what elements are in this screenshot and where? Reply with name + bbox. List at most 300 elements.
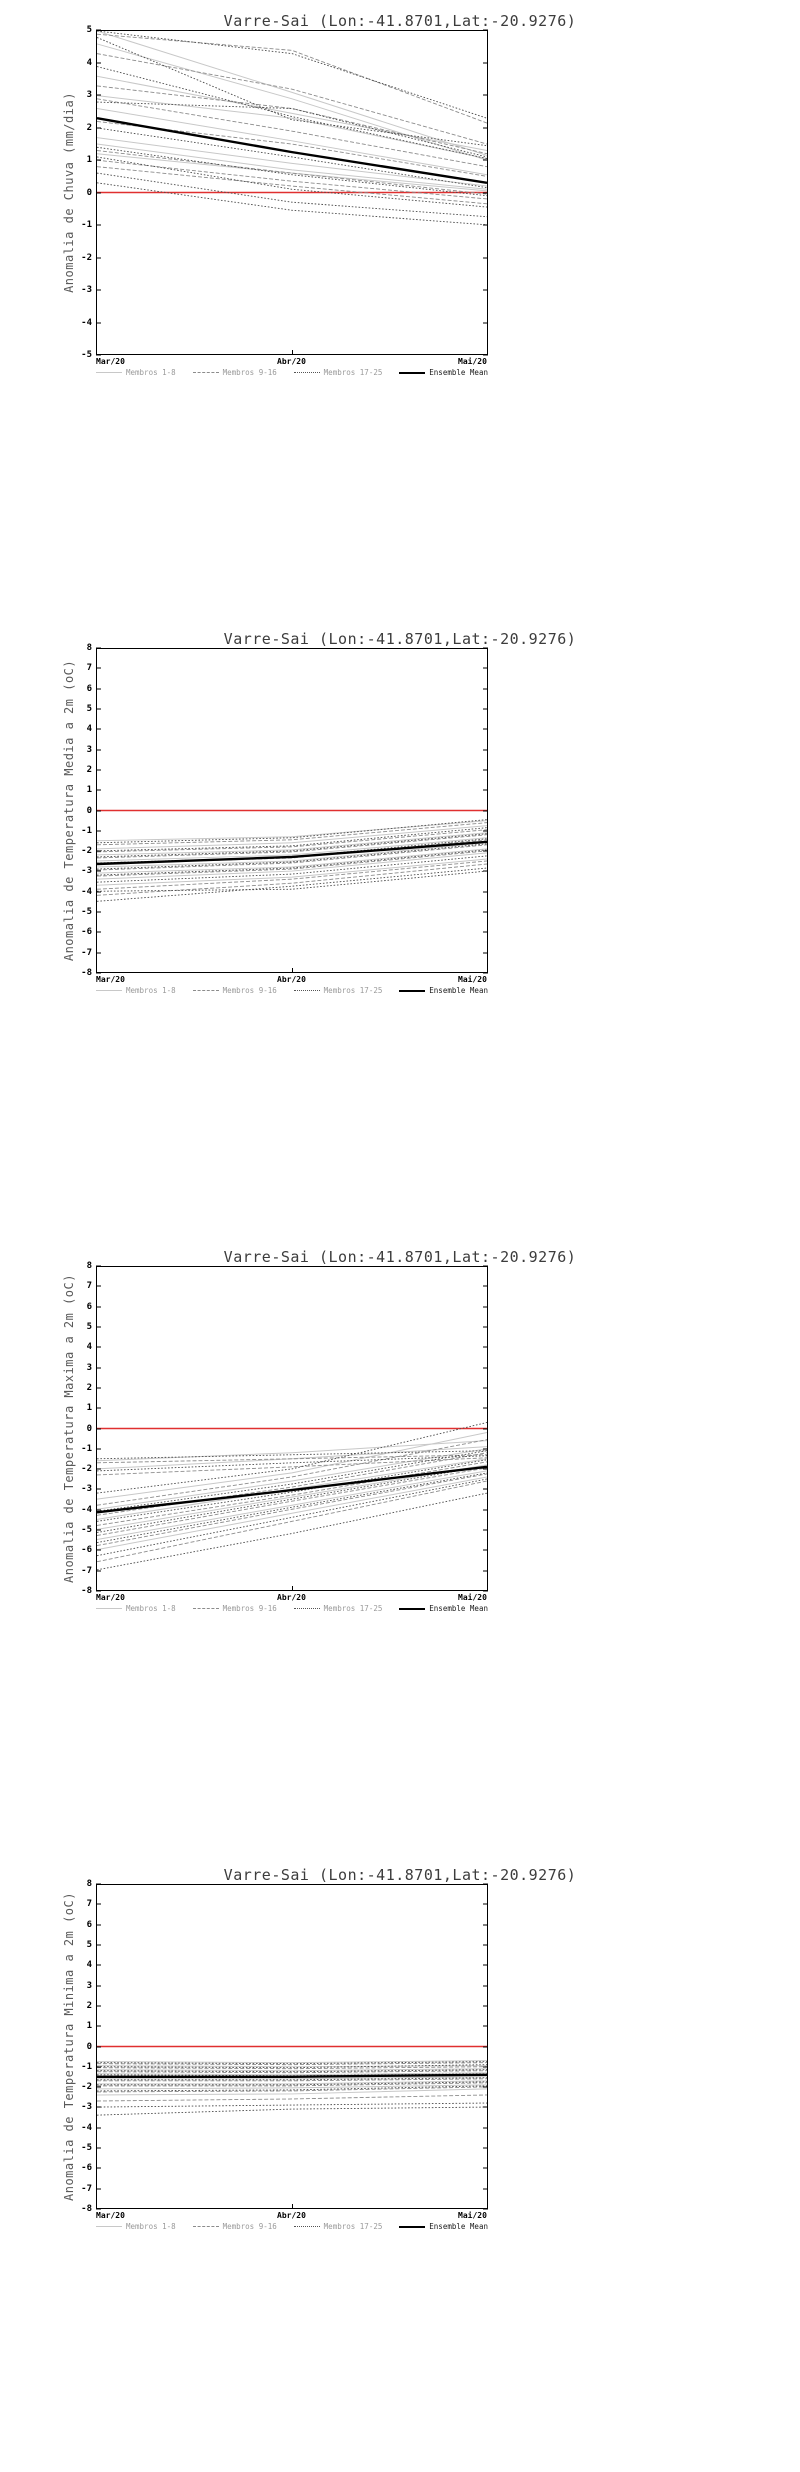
y-tick-mark [96, 1387, 101, 1388]
y-tick-mark [96, 1884, 101, 1885]
legend-item [96, 2222, 176, 2231]
y-tick-label: 1 [86, 1403, 92, 1414]
y-tick-mark [483, 1591, 488, 1592]
x-tick-label: Mar/20 [96, 2211, 125, 2220]
y-tick-mark [96, 1530, 101, 1531]
legend-swatch-icon [193, 1608, 219, 1609]
member-line [97, 121, 487, 176]
y-tick-mark [483, 2046, 488, 2047]
y-tick-mark [96, 1306, 101, 1307]
legend-item [294, 2222, 383, 2231]
y-tick-label: -2 [81, 252, 92, 263]
y-tick-mark [483, 648, 488, 649]
y-tick-mark [483, 2026, 488, 2027]
legend-item [96, 368, 176, 377]
y-tick-mark [96, 1550, 101, 1551]
y-tick-mark [96, 1965, 101, 1966]
chart-legend [96, 1604, 488, 1613]
member-line [97, 2107, 487, 2115]
y-tick-mark [483, 2148, 488, 2149]
series-lines [97, 649, 487, 972]
y-tick-label: -8 [81, 1586, 92, 1596]
y-tick-mark [483, 871, 488, 872]
y-tick-mark [483, 1570, 488, 1571]
y-tick-mark [483, 1347, 488, 1348]
member-line [97, 86, 487, 154]
y-tick-label: 7 [86, 663, 92, 674]
y-tick-mark [96, 790, 101, 791]
member-line [97, 2089, 487, 2095]
member-line [97, 1481, 487, 1562]
y-tick-mark [483, 1448, 488, 1449]
y-tick-mark [96, 1408, 101, 1409]
y-tick-mark [96, 1904, 101, 1905]
y-tick-mark [96, 2087, 101, 2088]
chart-panel [0, 0, 800, 618]
y-tick-label: 3 [86, 1980, 92, 1991]
y-tick-mark [483, 1306, 488, 1307]
x-tick-label: Abr/20 [277, 357, 306, 366]
y-tick-label: -4 [81, 317, 92, 328]
y-tick-label: 6 [86, 1919, 92, 1930]
y-tick-mark [96, 30, 101, 31]
legend-label: Membros 17-25 [323, 986, 383, 995]
y-tick-mark [483, 290, 488, 291]
y-tick-mark [96, 95, 101, 96]
y-tick-mark [483, 1965, 488, 1966]
y-tick-mark [483, 192, 488, 193]
y-tick-mark [96, 1347, 101, 1348]
y-tick-mark [96, 355, 101, 356]
y-tick-label: -6 [81, 2163, 92, 2174]
y-tick-mark [96, 2188, 101, 2189]
y-tick-mark [96, 648, 101, 649]
chart-title: Varre-Sai (Lon:-41.8701,Lat:-20.9276) [223, 1866, 577, 1884]
y-tick-mark [483, 1884, 488, 1885]
y-tick-mark [483, 2209, 488, 2210]
y-tick-mark [483, 2005, 488, 2006]
y-tick-label: 1 [86, 155, 92, 165]
y-tick-mark [96, 1448, 101, 1449]
x-tick-label: Mai/20 [458, 975, 487, 984]
y-tick-mark [483, 729, 488, 730]
y-tick-mark [96, 322, 101, 323]
y-tick-mark [96, 1428, 101, 1429]
y-tick-label: -5 [81, 350, 92, 360]
y-tick-mark [96, 871, 101, 872]
y-tick-label: -5 [81, 1525, 92, 1536]
y-tick-label: 4 [86, 57, 92, 68]
chart-title: Varre-Sai (Lon:-41.8701,Lat:-20.9276) [223, 12, 577, 30]
legend-item [193, 986, 277, 995]
y-tick-mark [483, 1469, 488, 1470]
y-tick-mark [96, 160, 101, 161]
member-line [97, 31, 487, 155]
y-tick-mark [96, 1924, 101, 1925]
member-line [97, 1473, 487, 1543]
y-tick-mark [483, 257, 488, 258]
legend-label: Membros 1-8 [126, 1604, 176, 1613]
y-tick-mark [483, 160, 488, 161]
y-tick-label: 0 [86, 1423, 92, 1434]
plot-area [81, 1261, 488, 1602]
legend-item [193, 1604, 277, 1613]
y-tick-label: 7 [86, 1899, 92, 1910]
member-line [97, 154, 487, 191]
y-tick-label: 2 [86, 764, 92, 775]
y-tick-mark [483, 1530, 488, 1531]
y-tick-label: -5 [81, 907, 92, 918]
y-tick-label: 3 [86, 744, 92, 755]
y-tick-mark [483, 1266, 488, 1267]
y-tick-label: 5 [86, 1939, 92, 1950]
plot-area [81, 1879, 488, 2220]
y-tick-label: -3 [81, 285, 92, 295]
y-tick-mark [483, 355, 488, 356]
y-tick-mark [96, 62, 101, 63]
y-axis-label: Anomalia de Temperatura Media a 2m (oC) [62, 659, 76, 962]
y-tick-mark [483, 1985, 488, 1986]
legend-label: Membros 9-16 [222, 1604, 277, 1613]
member-line [97, 99, 487, 167]
y-tick-mark [96, 1944, 101, 1945]
legend-item [96, 1604, 176, 1613]
y-tick-label: 3 [86, 90, 92, 100]
y-tick-mark [96, 2066, 101, 2067]
y-tick-mark [483, 851, 488, 852]
legend-swatch-icon [294, 2226, 320, 2227]
y-tick-mark [483, 912, 488, 913]
legend-swatch-icon [399, 2226, 425, 2228]
y-tick-label: -3 [81, 866, 92, 877]
y-tick-mark [96, 2005, 101, 2006]
legend-swatch-icon [294, 990, 320, 991]
y-tick-mark [483, 973, 488, 974]
y-tick-mark [483, 769, 488, 770]
legend-label: Ensemble Mean [429, 2222, 488, 2231]
y-tick-mark [483, 1489, 488, 1490]
y-tick-mark [96, 708, 101, 709]
y-tick-label: -1 [81, 220, 92, 230]
y-tick-mark [96, 749, 101, 750]
y-tick-label: 8 [86, 1879, 92, 1889]
legend-label: Membros 1-8 [126, 986, 176, 995]
y-tick-label: -3 [81, 1484, 92, 1495]
y-tick-label: -8 [81, 968, 92, 978]
y-tick-mark [96, 1509, 101, 1510]
y-tick-label: -1 [81, 1443, 92, 1454]
y-tick-mark [96, 1326, 101, 1327]
y-tick-mark [96, 912, 101, 913]
y-tick-label: 7 [86, 1281, 92, 1292]
y-tick-label: -7 [81, 947, 92, 958]
member-line [97, 1466, 487, 1533]
y-tick-mark [96, 769, 101, 770]
y-tick-mark [483, 2168, 488, 2169]
y-tick-mark [483, 30, 488, 31]
x-tick-label: Abr/20 [277, 975, 306, 984]
y-tick-label: -4 [81, 2122, 92, 2133]
plot-frame [96, 30, 488, 355]
legend-label: Membros 1-8 [126, 368, 176, 377]
y-tick-mark [96, 2026, 101, 2027]
y-tick-mark [483, 2127, 488, 2128]
legend-item [399, 368, 488, 377]
legend-label: Membros 9-16 [222, 986, 277, 995]
series-lines [97, 1885, 487, 2208]
legend-item [193, 368, 277, 377]
y-tick-label: 1 [86, 2021, 92, 2032]
member-line [97, 871, 487, 891]
y-tick-mark [483, 790, 488, 791]
y-tick-mark [483, 1286, 488, 1287]
y-tick-label: 6 [86, 1301, 92, 1312]
y-tick-mark [96, 1591, 101, 1592]
y-tick-label: -2 [81, 1464, 92, 1475]
y-tick-label: -4 [81, 886, 92, 897]
y-tick-label: 5 [86, 1321, 92, 1332]
y-tick-label: -1 [81, 2061, 92, 2072]
y-tick-mark [483, 830, 488, 831]
series-lines [97, 31, 487, 354]
y-tick-mark [483, 2188, 488, 2189]
legend-label: Membros 9-16 [222, 368, 277, 377]
legend-label: Membros 9-16 [222, 2222, 277, 2231]
legend-item [294, 368, 383, 377]
plot-frame [96, 1884, 488, 2209]
legend-label: Ensemble Mean [429, 368, 488, 377]
legend-swatch-icon [96, 990, 122, 991]
member-line [97, 2103, 487, 2107]
y-tick-label: 2 [86, 122, 92, 133]
y-tick-mark [483, 1509, 488, 1510]
member-line [97, 1468, 487, 1536]
legend-item [399, 986, 488, 995]
y-tick-label: 4 [86, 1960, 92, 1971]
legend-label: Ensemble Mean [429, 1604, 488, 1613]
x-tick-label: Mar/20 [96, 357, 125, 366]
y-tick-label: -5 [81, 2143, 92, 2154]
y-tick-label: -4 [81, 1504, 92, 1515]
y-tick-label: 1 [86, 785, 92, 796]
y-tick-label: -2 [81, 2082, 92, 2093]
y-tick-label: -7 [81, 2183, 92, 2194]
y-tick-label: -6 [81, 1545, 92, 1556]
y-tick-mark [483, 62, 488, 63]
legend-item [193, 2222, 277, 2231]
y-tick-label: 2 [86, 1382, 92, 1393]
y-tick-mark [96, 851, 101, 852]
x-tick-mark [292, 2204, 293, 2209]
legend-item [294, 986, 383, 995]
x-tick-label: Mai/20 [458, 1593, 487, 1602]
y-tick-label: 8 [86, 643, 92, 653]
legend-swatch-icon [96, 1608, 122, 1609]
y-tick-mark [96, 2127, 101, 2128]
y-tick-mark [96, 1469, 101, 1470]
y-tick-mark [483, 95, 488, 96]
y-tick-mark [483, 2107, 488, 2108]
y-tick-label: -6 [81, 927, 92, 938]
x-tick-label: Mar/20 [96, 975, 125, 984]
series-lines [97, 1267, 487, 1590]
legend-swatch-icon [294, 1608, 320, 1609]
legend-swatch-icon [193, 372, 219, 373]
y-tick-mark [96, 225, 101, 226]
y-tick-mark [96, 810, 101, 811]
y-tick-mark [483, 810, 488, 811]
legend-swatch-icon [294, 372, 320, 373]
member-line [97, 34, 487, 123]
legend-item [399, 2222, 488, 2231]
x-tick-label: Abr/20 [277, 2211, 306, 2220]
y-tick-mark [96, 192, 101, 193]
chart-title: Varre-Sai (Lon:-41.8701,Lat:-20.9276) [223, 630, 577, 648]
member-line [97, 1462, 487, 1526]
y-tick-mark [483, 1408, 488, 1409]
x-tick-mark [292, 350, 293, 355]
legend-label: Ensemble Mean [429, 986, 488, 995]
y-tick-mark [96, 1570, 101, 1571]
y-tick-label: 4 [86, 724, 92, 735]
y-tick-mark [96, 257, 101, 258]
legend-label: Membros 17-25 [323, 1604, 383, 1613]
y-tick-mark [96, 1489, 101, 1490]
y-tick-label: -7 [81, 1565, 92, 1576]
y-tick-mark [483, 668, 488, 669]
y-tick-mark [483, 1924, 488, 1925]
y-tick-mark [96, 973, 101, 974]
y-tick-mark [483, 127, 488, 128]
y-tick-label: 0 [86, 2041, 92, 2052]
y-tick-mark [483, 2066, 488, 2067]
chart-panel [0, 618, 800, 1236]
y-tick-mark [96, 2107, 101, 2108]
y-tick-label: -2 [81, 846, 92, 857]
y-tick-label: 4 [86, 1342, 92, 1353]
x-tick-label: Mai/20 [458, 357, 487, 366]
y-tick-mark [96, 688, 101, 689]
chart-panel [0, 1236, 800, 1854]
y-axis-label: Anomalia de Temperatura Minima a 2m (oC) [62, 1892, 76, 2201]
y-tick-mark [96, 891, 101, 892]
y-tick-label: 5 [86, 703, 92, 714]
legend-swatch-icon [193, 990, 219, 991]
y-tick-label: -8 [81, 2204, 92, 2214]
member-line [97, 96, 487, 159]
y-tick-mark [483, 932, 488, 933]
y-tick-mark [483, 1550, 488, 1551]
chart-legend [96, 2222, 488, 2231]
y-tick-mark [483, 1367, 488, 1368]
y-tick-mark [96, 1266, 101, 1267]
legend-item [399, 1604, 488, 1613]
member-line [97, 31, 487, 118]
y-tick-mark [483, 322, 488, 323]
y-tick-mark [96, 290, 101, 291]
legend-label: Membros 1-8 [126, 2222, 176, 2231]
x-tick-label: Abr/20 [277, 1593, 306, 1602]
y-tick-mark [483, 891, 488, 892]
legend-swatch-icon [399, 1608, 425, 1610]
y-tick-mark [483, 1904, 488, 1905]
y-tick-mark [96, 668, 101, 669]
y-tick-mark [483, 1387, 488, 1388]
plot-area [81, 25, 488, 366]
member-line [97, 1474, 487, 1546]
legend-item [294, 1604, 383, 1613]
member-line [97, 67, 487, 159]
member-line [97, 856, 487, 882]
y-tick-label: 3 [86, 1362, 92, 1373]
y-tick-mark [483, 749, 488, 750]
plot-frame [96, 648, 488, 973]
chart-legend [96, 986, 488, 995]
legend-swatch-icon [399, 990, 425, 992]
y-tick-label: 0 [86, 805, 92, 816]
y-tick-mark [96, 2209, 101, 2210]
legend-label: Membros 17-25 [323, 368, 383, 377]
y-tick-mark [483, 1944, 488, 1945]
y-tick-mark [96, 1985, 101, 1986]
y-tick-mark [483, 708, 488, 709]
member-line [97, 147, 487, 195]
plot-frame [96, 1266, 488, 1591]
y-tick-mark [96, 127, 101, 128]
y-tick-mark [483, 952, 488, 953]
x-tick-label: Mai/20 [458, 2211, 487, 2220]
chart-title: Varre-Sai (Lon:-41.8701,Lat:-20.9276) [223, 1248, 577, 1266]
legend-label: Membros 17-25 [323, 2222, 383, 2231]
y-tick-mark [96, 729, 101, 730]
y-tick-label: 0 [86, 187, 92, 198]
y-tick-label: 6 [86, 683, 92, 694]
member-line [97, 76, 487, 150]
x-tick-label: Mar/20 [96, 1593, 125, 1602]
y-axis-label: Anomalia de Temperatura Maxima a 2m (oC) [62, 1274, 76, 1583]
y-tick-label: -3 [81, 2102, 92, 2113]
y-tick-mark [483, 225, 488, 226]
legend-swatch-icon [96, 372, 122, 373]
chart-panel [0, 1854, 800, 2472]
y-tick-mark [483, 1428, 488, 1429]
member-line [97, 840, 487, 864]
x-tick-mark [292, 968, 293, 973]
y-tick-mark [96, 830, 101, 831]
y-tick-mark [483, 688, 488, 689]
plot-area [81, 643, 488, 984]
y-tick-label: 5 [86, 25, 92, 35]
legend-item [96, 986, 176, 995]
legend-swatch-icon [96, 2226, 122, 2227]
member-line [97, 1477, 487, 1550]
y-tick-mark [96, 1286, 101, 1287]
y-tick-mark [96, 2148, 101, 2149]
chart-legend [96, 368, 488, 377]
y-tick-mark [483, 1326, 488, 1327]
y-tick-mark [96, 2046, 101, 2047]
y-tick-mark [96, 2168, 101, 2169]
legend-swatch-icon [399, 372, 425, 374]
member-line [97, 2095, 487, 2101]
y-tick-mark [96, 1367, 101, 1368]
y-tick-mark [483, 2087, 488, 2088]
x-tick-mark [292, 1586, 293, 1591]
y-tick-label: -1 [81, 825, 92, 836]
y-tick-mark [96, 932, 101, 933]
legend-swatch-icon [193, 2226, 219, 2227]
y-tick-mark [96, 952, 101, 953]
